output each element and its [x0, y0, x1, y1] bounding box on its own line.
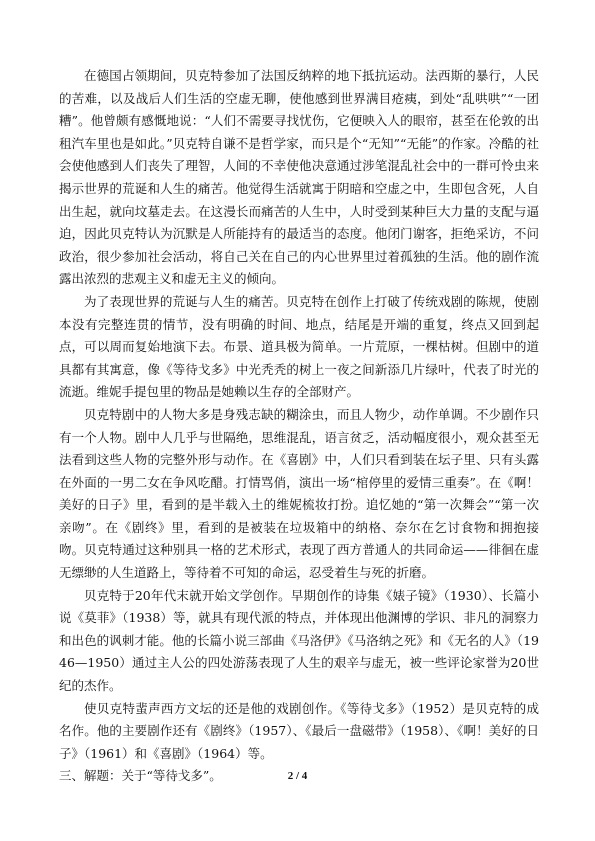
paragraph-dramatic-works: 使贝克特蜚声西方文坛的还是他的戏剧创作。《等待戈多》（1952）是贝克特的成名作。他的主要剧作还有《剧终》（1957）、《最后一盘磁带》（1958）、《啊！美好的日子》（1961）和《喜剧》（1964）等。: [59, 700, 539, 761]
paragraph-occupation-period: 在德国占领期间，贝克特参加了法国反纳粹的地下抵抗运动。法西斯的暴行，人民的苦难，以及战后人们生活的空虚无聊，使他感到世界满目疮痍，到处“乱哄哄”“一团糟”。他曾颇有感慨地说：“人们不需要寻找忧伤，它便映入人的眼帘，甚至在伦敦的出租汽车里也是如此。”贝克特自谦不是哲学家，而只是个“无知”“无能”的作家。冷酷的社会使他感到人们丧失了理智，人间的不幸使他决意通过涉笔混乱社会中的一群可怜虫来揭示世界的荒诞和人生的痛苦。他觉得生活就寓于阴暗和空虚之中，生即包含死，人自出生起，就向坟墓走去。在这漫长而痛苦的人生中，人时受到某种巨大力量的支配与逼迫，因此贝克特认为沉默是人所能持有的最适当的态度。他闭门谢客，拒绝采访，不问政治，很少参加社会活动，将自己关在自己的内心世界里过着孤独的生活。他的剧作流露出浓烈的悲观主义和虚无主义的倾向。: [59, 68, 539, 287]
page-number: 2 / 4: [287, 770, 308, 782]
paragraph-literary-career: 贝克特于20年代末就开始文学创作。早期创作的诗集《婊子镜》（1930）、长篇小说《莫菲》（1938）等，就具有现代派的特点，并体现出他渊博的学识、非凡的洞察力和出色的讽刺才能。他的长篇小说三部曲《马洛伊》《马洛纳之死》和《无名的人》（1946—1950）通过主人公的四处游荡表现了人生的艰辛与虚无，被一些评论家誉为20世纪的杰作。: [59, 587, 539, 694]
paragraph-characters: 贝克特剧中的人物大多是身残志缺的糊涂虫，而且人物少，动作单调。不少剧作只有一个人物。剧中人几乎与世隔绝，思维混乱，语言贫乏，活动幅度很小，观众甚至无法看到这些人物的完整外形与动作。在《喜剧》中，人们只看到装在坛子里、只有头露在外面的一男二女在争风吃醋。打情骂俏，演出一场“棺停里的爱情三重奏”。在《啊！美好的日子》里，看到的是半载入土的维妮梳妆打扮。追忆她的“第一次舞会”“第一次亲吻”。在《剧终》里，看到的是被装在垃圾箱中的纳格、奈尔在乞讨食物和拥抱接吻。贝克特通过这种别具一格的艺术形式，表现了西方普通人的共同命运——徘徊在虚无缥缈的人生道路上，等待着不可知的命运，忍受着生与死的折磨。: [59, 406, 539, 581]
paragraph-creative-innovation: 为了表现世界的荒诞与人生的痛苦。贝克特在创作上打破了传统戏剧的陈规，使剧本没有完整连贯的情节，没有明确的时间、地点，结尾是开端的重复，终点又回到起点，可以周而复始地演下去。布景、道具极为简单。一片荒原，一棵枯树。但剧中的道具都有其寓意，像《等待戈多》中光秃秃的树上一夜之间新添几片绿叶，代表了时光的流逝。维妮手提包里的物品是她赖以生存的全部财产。: [59, 293, 539, 400]
section-heading: 三、解题：关于“等待戈多”。: [59, 768, 222, 784]
document-body: [59, 65, 539, 788]
